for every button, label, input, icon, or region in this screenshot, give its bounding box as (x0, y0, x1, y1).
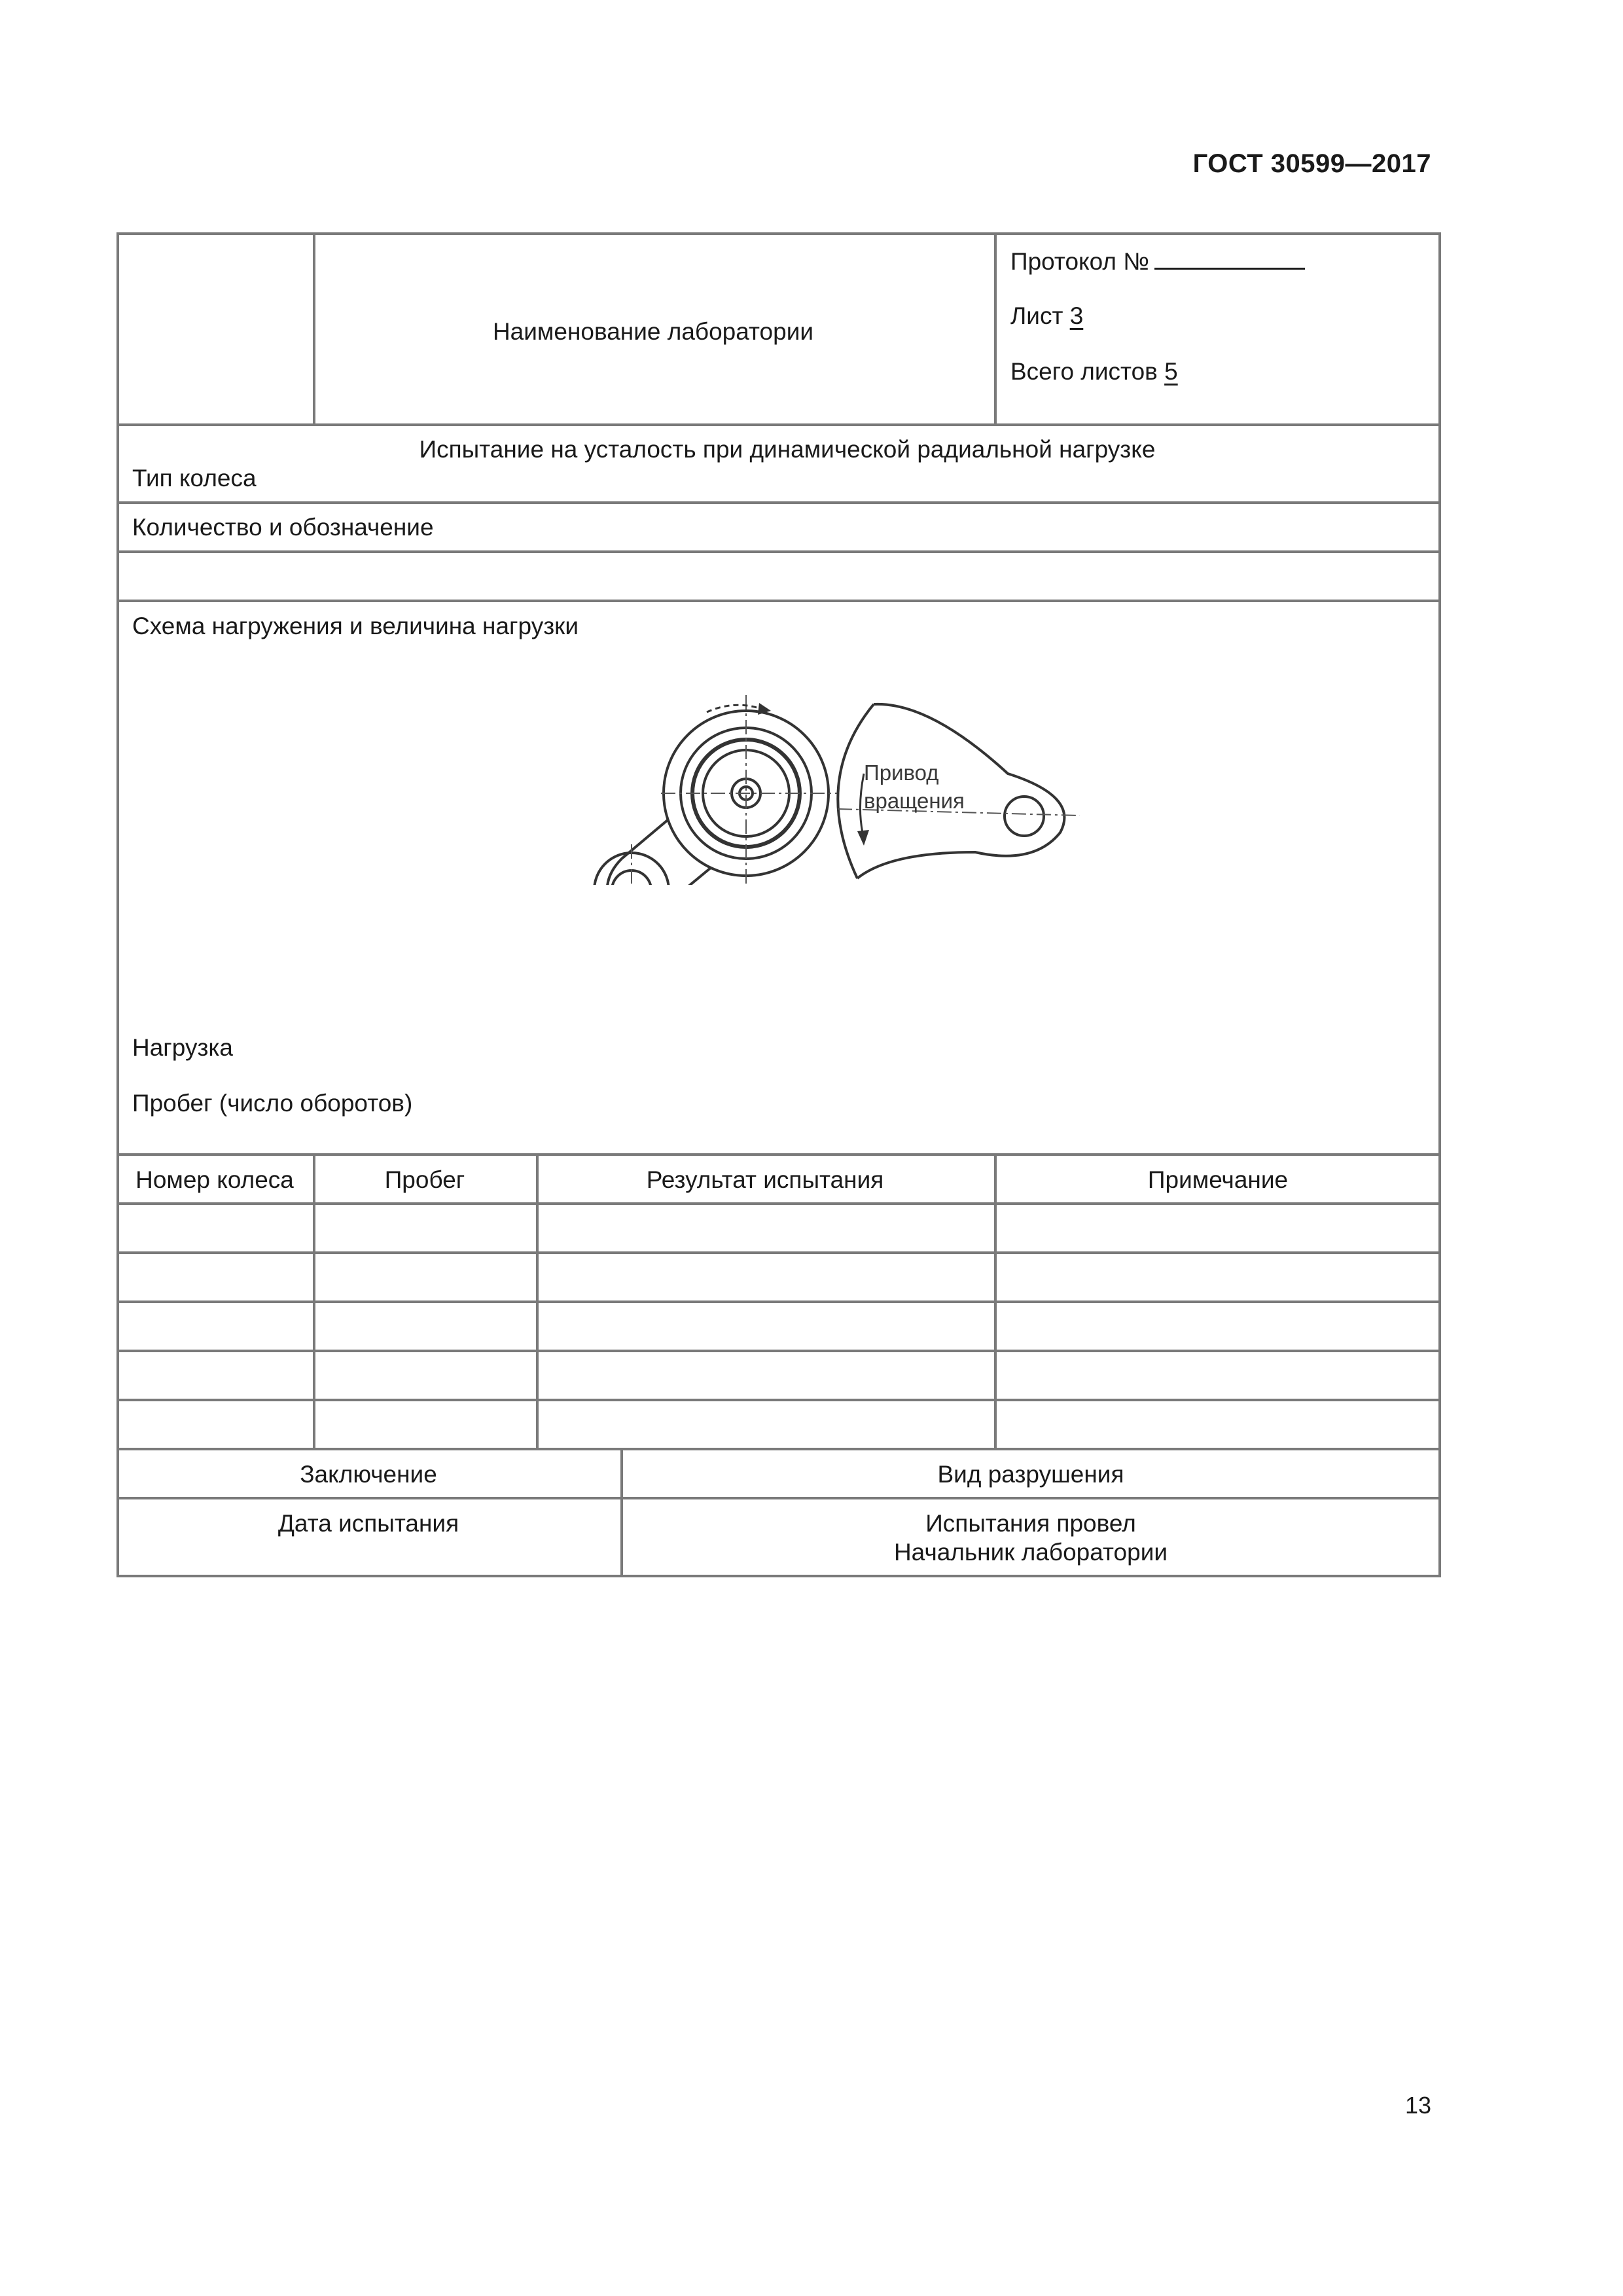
mileage-label: Пробег (число оборотов) (132, 1090, 413, 1117)
table-divider-1 (313, 1153, 315, 1448)
failure-type-label: Вид разрушения (937, 1461, 1124, 1488)
loading-scheme-diagram (471, 466, 1086, 885)
sheet-field: Лист 3 (1010, 302, 1084, 329)
protocol-form (116, 232, 1441, 1577)
test-title: Испытание на усталость при динамической радиальной нагрузке (419, 436, 1156, 463)
page-number: 13 (1404, 2092, 1431, 2119)
test-date-label: Дата испытания (277, 1510, 459, 1537)
border-right (1438, 232, 1441, 1577)
header-divider-1 (313, 232, 315, 426)
col-header-note: Примечание (1147, 1166, 1289, 1193)
sheet-value: 3 (1069, 302, 1084, 329)
protocol-number-blank (1154, 248, 1305, 270)
table-divider-2 (536, 1153, 539, 1448)
col-header-result: Результат испытания (646, 1166, 884, 1193)
conclusion-label: Заключение (300, 1461, 437, 1488)
table-divider-3 (994, 1153, 997, 1448)
lab-head-label: Начальник лаборатории (893, 1539, 1168, 1566)
col-header-mileage: Пробег (384, 1166, 465, 1193)
lab-name: Наименование лаборатории (492, 318, 814, 345)
drive-label-line2: вращения (864, 789, 965, 813)
total-sheets-value: 5 (1164, 358, 1178, 385)
border-left (116, 232, 119, 1577)
wheel-type-label: Тип колеса (132, 465, 257, 492)
header-divider-2 (994, 232, 997, 426)
document-header-code: ГОСТ 30599—2017 (1192, 149, 1431, 178)
row-line-1 (116, 423, 1441, 426)
protocol-number: Протокол № (1010, 248, 1305, 274)
tested-by-label: Испытания провел (925, 1510, 1136, 1537)
total-sheets-field: Всего листов 5 (1010, 358, 1178, 385)
col-header-wheel-number: Номер колеса (135, 1166, 294, 1193)
load-label: Нагрузка (132, 1034, 233, 1061)
border-bottom (116, 1575, 1441, 1577)
row-line-12 (116, 1497, 1441, 1499)
row-line-11 (116, 1448, 1441, 1450)
scheme-label: Схема нагружения и величина нагрузки (132, 613, 579, 639)
footer-divider (620, 1448, 623, 1577)
quantity-label: Количество и обозначение (132, 514, 434, 541)
drive-label-line1: Привод (864, 761, 939, 785)
